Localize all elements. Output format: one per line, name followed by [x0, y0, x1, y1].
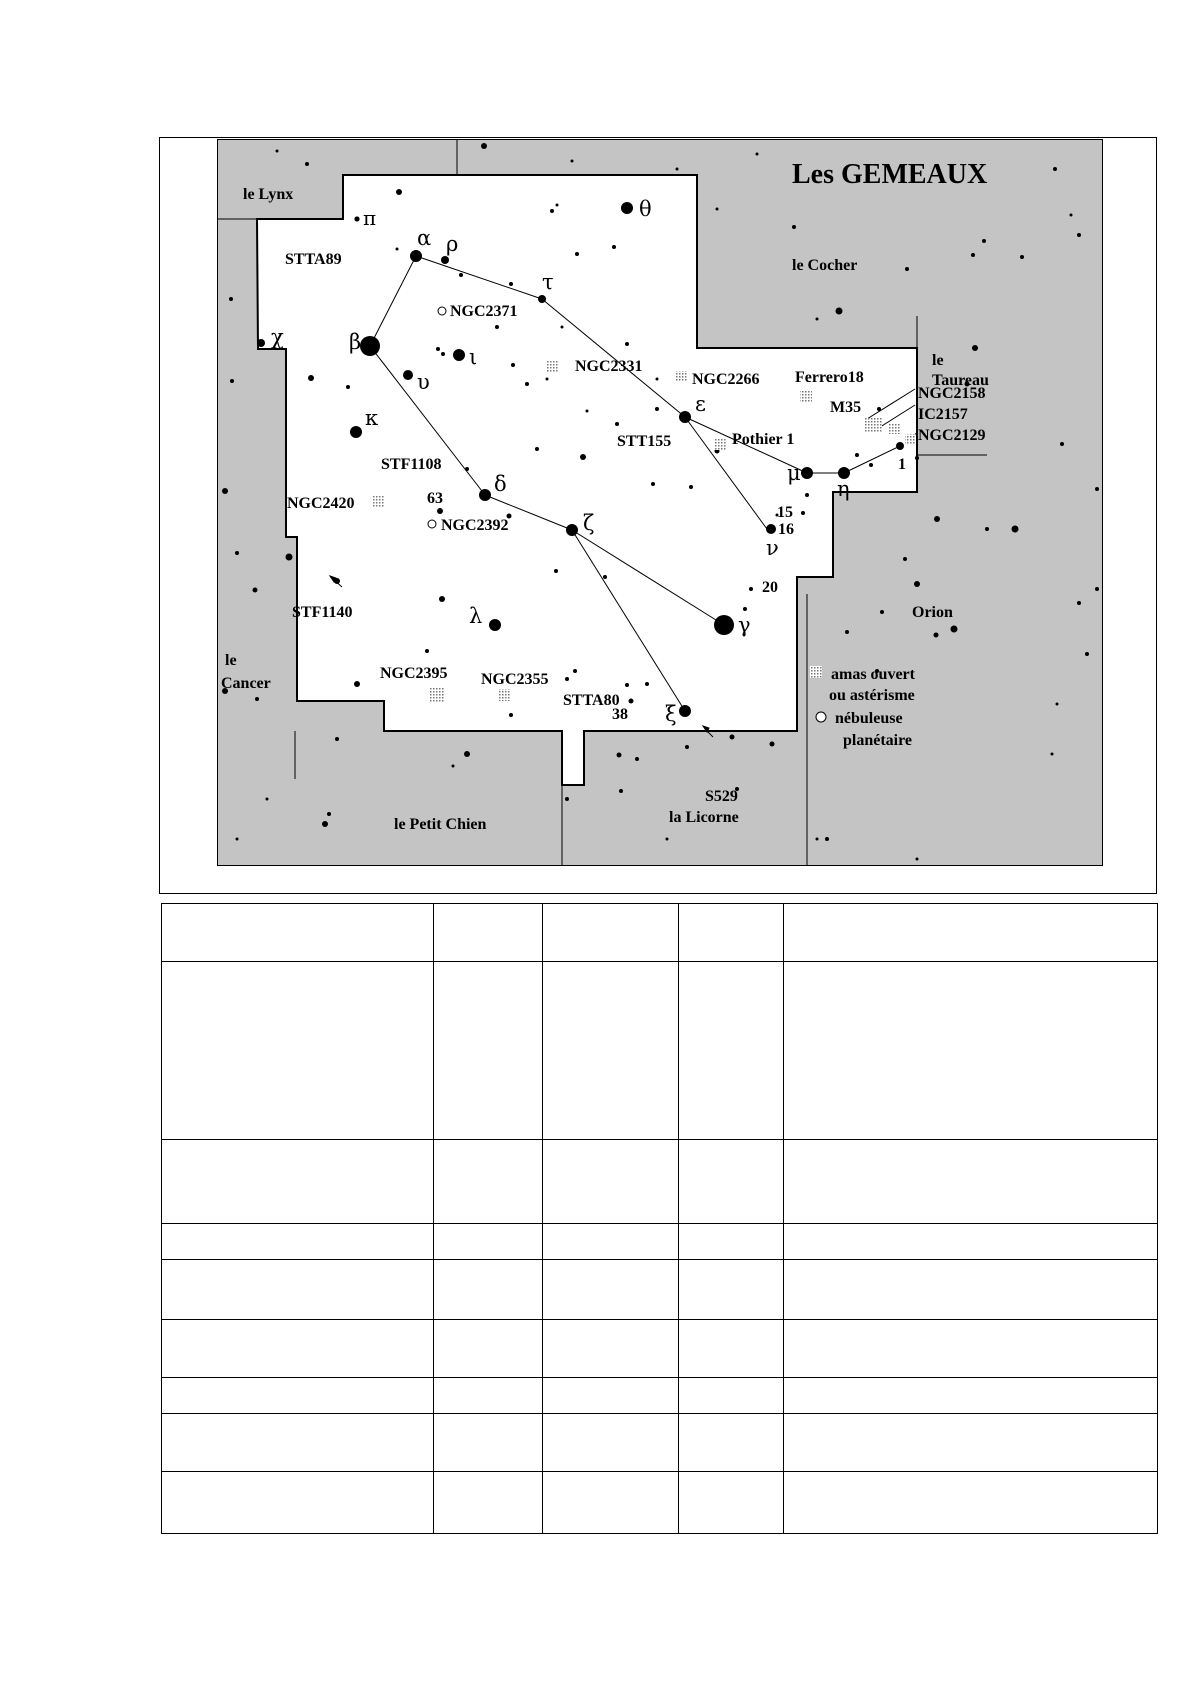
- table-row: [162, 904, 1158, 962]
- label-ngc2371: NGC2371: [450, 303, 518, 320]
- label-63: 63: [427, 490, 443, 507]
- table-cell: [543, 1378, 679, 1414]
- cluster-ngc2395: [430, 688, 444, 702]
- table-cell: [543, 1140, 679, 1224]
- table-cell: [784, 1260, 1158, 1320]
- label-ngc2420: NGC2420: [287, 495, 355, 512]
- table-cell: [543, 1260, 679, 1320]
- table-cell: [162, 1224, 434, 1260]
- label-ngc2158: NGC2158: [918, 385, 986, 402]
- label-ferrero18: Ferrero18: [795, 369, 864, 386]
- star-upsilon-marker: [403, 370, 413, 380]
- label-licorne: la Licorne: [669, 809, 739, 826]
- table-cell: [543, 1320, 679, 1378]
- table-cell: [434, 1414, 543, 1472]
- table-cell: [784, 1224, 1158, 1260]
- star-mu-marker: [801, 467, 813, 479]
- label-delta: δ: [494, 472, 507, 496]
- label-38: 38: [612, 706, 628, 723]
- table-row: [162, 1260, 1158, 1320]
- label-20: 20: [762, 579, 778, 596]
- label-zeta: ζ: [583, 511, 595, 535]
- table-cell: [784, 1414, 1158, 1472]
- star-zeta-marker: [566, 524, 578, 536]
- label-gamma: γ: [738, 613, 751, 637]
- star-beta-marker: [360, 336, 380, 356]
- label-ngc2129: NGC2129: [918, 427, 986, 444]
- label-cancer-2: Cancer: [221, 675, 271, 692]
- label-rho: ρ: [446, 232, 459, 256]
- cluster-ferrero18: [800, 391, 812, 403]
- table-cell: [543, 962, 679, 1140]
- label-alpha: α: [417, 226, 432, 250]
- table-cell: [679, 1320, 784, 1378]
- table-cell: [679, 1224, 784, 1260]
- table-cell: [679, 1414, 784, 1472]
- label-orion: Orion: [912, 604, 953, 621]
- label-ngc2355: NGC2355: [481, 671, 549, 688]
- table-cell: [679, 962, 784, 1140]
- table-row: [162, 1472, 1158, 1534]
- label-ngc2266: NGC2266: [692, 371, 760, 388]
- star-pi-marker: [355, 217, 360, 222]
- star-twenty-marker: [749, 587, 753, 591]
- cluster-ngc2355: [499, 689, 511, 701]
- legend-open-cluster-1: amas ouvert: [831, 666, 915, 683]
- table-cell: [162, 904, 434, 962]
- label-cocher: le Cocher: [792, 257, 858, 274]
- table-cell: [434, 1224, 543, 1260]
- star-lambda-marker: [489, 619, 501, 631]
- label-stta80: STTA80: [563, 692, 620, 709]
- table-row: [162, 1378, 1158, 1414]
- cluster-ngc2331: [547, 361, 559, 373]
- legend-open-cluster-2: ou astérisme: [829, 687, 915, 704]
- legend-nebula-2: planétaire: [843, 732, 913, 749]
- cluster-m35: [864, 418, 882, 432]
- star-rho-marker: [441, 256, 449, 264]
- legend-nebula-1: nébuleuse: [835, 710, 903, 727]
- label-chi: χ: [271, 325, 284, 349]
- table-cell: [162, 962, 434, 1140]
- table-cell: [434, 1378, 543, 1414]
- label-16: 16: [778, 521, 794, 538]
- label-taureau-1: le: [932, 352, 944, 369]
- table-cell: [784, 1472, 1158, 1534]
- label-ngc2395: NGC2395: [380, 665, 448, 682]
- cluster-legend: [810, 666, 822, 678]
- star-delta-marker: [479, 489, 491, 501]
- nebula-legend: [816, 712, 826, 722]
- table-cell: [784, 1320, 1158, 1378]
- table-cell: [162, 1140, 434, 1224]
- table-cell: [784, 962, 1158, 1140]
- label-kappa: κ: [365, 406, 379, 430]
- table-row: [162, 1414, 1158, 1472]
- label-upsilon: υ: [417, 370, 430, 394]
- table-cell: [162, 1260, 434, 1320]
- table-cell: [434, 1320, 543, 1378]
- table-cell: [784, 904, 1158, 962]
- table-cell: [434, 904, 543, 962]
- star-sixteen-marker: [766, 524, 776, 534]
- cluster-ngc2420: [372, 496, 384, 508]
- table-cell: [679, 1378, 784, 1414]
- table-cell: [679, 1472, 784, 1534]
- table-cell: [679, 1140, 784, 1224]
- star-chi-marker: [257, 339, 265, 347]
- empty-data-table: [161, 903, 1158, 1534]
- cluster-ngc2129: [905, 434, 915, 444]
- table-cell: [162, 1472, 434, 1534]
- label-ngc2392: NGC2392: [441, 517, 509, 534]
- label-taureau-2: Taureau: [932, 372, 989, 389]
- table-cell: [543, 904, 679, 962]
- label-1: 1: [898, 456, 906, 473]
- label-eta: η: [837, 477, 850, 501]
- label-mu: μ: [787, 461, 801, 485]
- label-cancer-1: le: [225, 652, 237, 669]
- star-iota-marker: [453, 349, 465, 361]
- cluster-pothier1: [714, 438, 726, 450]
- star-alpha-marker: [410, 250, 422, 262]
- label-ic2157: IC2157: [918, 406, 968, 423]
- label-15: 15: [777, 504, 793, 521]
- label-lambda: λ: [469, 604, 483, 628]
- table-cell: [679, 904, 784, 962]
- map-title: Les GEMEAUX: [792, 159, 988, 190]
- star-tau-marker: [538, 295, 546, 303]
- label-epsilon: ε: [695, 392, 706, 416]
- star-chart: [217, 139, 1103, 866]
- label-s529: S529: [705, 788, 738, 805]
- label-iota: ι: [469, 345, 478, 369]
- label-beta: β: [349, 330, 362, 354]
- table-cell: [162, 1320, 434, 1378]
- table-cell: [162, 1378, 434, 1414]
- label-stt155: STT155: [617, 433, 672, 450]
- cluster-ngc2158: [889, 424, 901, 434]
- label-ngc2331: NGC2331: [575, 358, 643, 375]
- nebula-ngc2392: [428, 520, 436, 528]
- table-cell: [679, 1260, 784, 1320]
- star-epsilon-marker: [679, 411, 691, 423]
- table-row: [162, 1320, 1158, 1378]
- label-stf1140: STF1140: [292, 604, 353, 621]
- table-row: [162, 1140, 1158, 1224]
- table-cell: [434, 1140, 543, 1224]
- label-pi: π: [363, 206, 377, 230]
- label-tau: τ: [542, 270, 554, 294]
- table-row: [162, 962, 1158, 1140]
- star-xi-marker: [679, 705, 691, 717]
- table-cell: [784, 1140, 1158, 1224]
- table-cell: [543, 1472, 679, 1534]
- table-row: [162, 1224, 1158, 1260]
- star-theta-marker: [621, 202, 633, 214]
- label-xi: ξ: [665, 702, 677, 726]
- star-one-marker: [896, 442, 904, 450]
- label-lynx: le Lynx: [243, 186, 294, 203]
- label-nu: ν: [766, 536, 779, 560]
- cluster-ngc2266: [675, 371, 687, 381]
- table-cell: [784, 1378, 1158, 1414]
- table-cell: [543, 1414, 679, 1472]
- nebula-ngc2371: [438, 307, 446, 315]
- star-kappa-marker: [350, 426, 362, 438]
- table-cell: [434, 1472, 543, 1534]
- label-theta: θ: [639, 197, 652, 221]
- star-gamma-marker: [714, 615, 734, 635]
- table-cell: [434, 1260, 543, 1320]
- label-stf1108: STF1108: [381, 456, 442, 473]
- star-sixtythree-marker: [437, 508, 443, 514]
- star-thirtyeight-marker: [629, 699, 634, 704]
- label-stta89: STTA89: [285, 251, 342, 268]
- label-pothier1: Pothier 1: [732, 431, 795, 448]
- table-cell: [543, 1224, 679, 1260]
- table-cell: [434, 962, 543, 1140]
- table-cell: [162, 1414, 434, 1472]
- label-petit-chien: le Petit Chien: [394, 816, 487, 833]
- label-m35: M35: [830, 399, 862, 416]
